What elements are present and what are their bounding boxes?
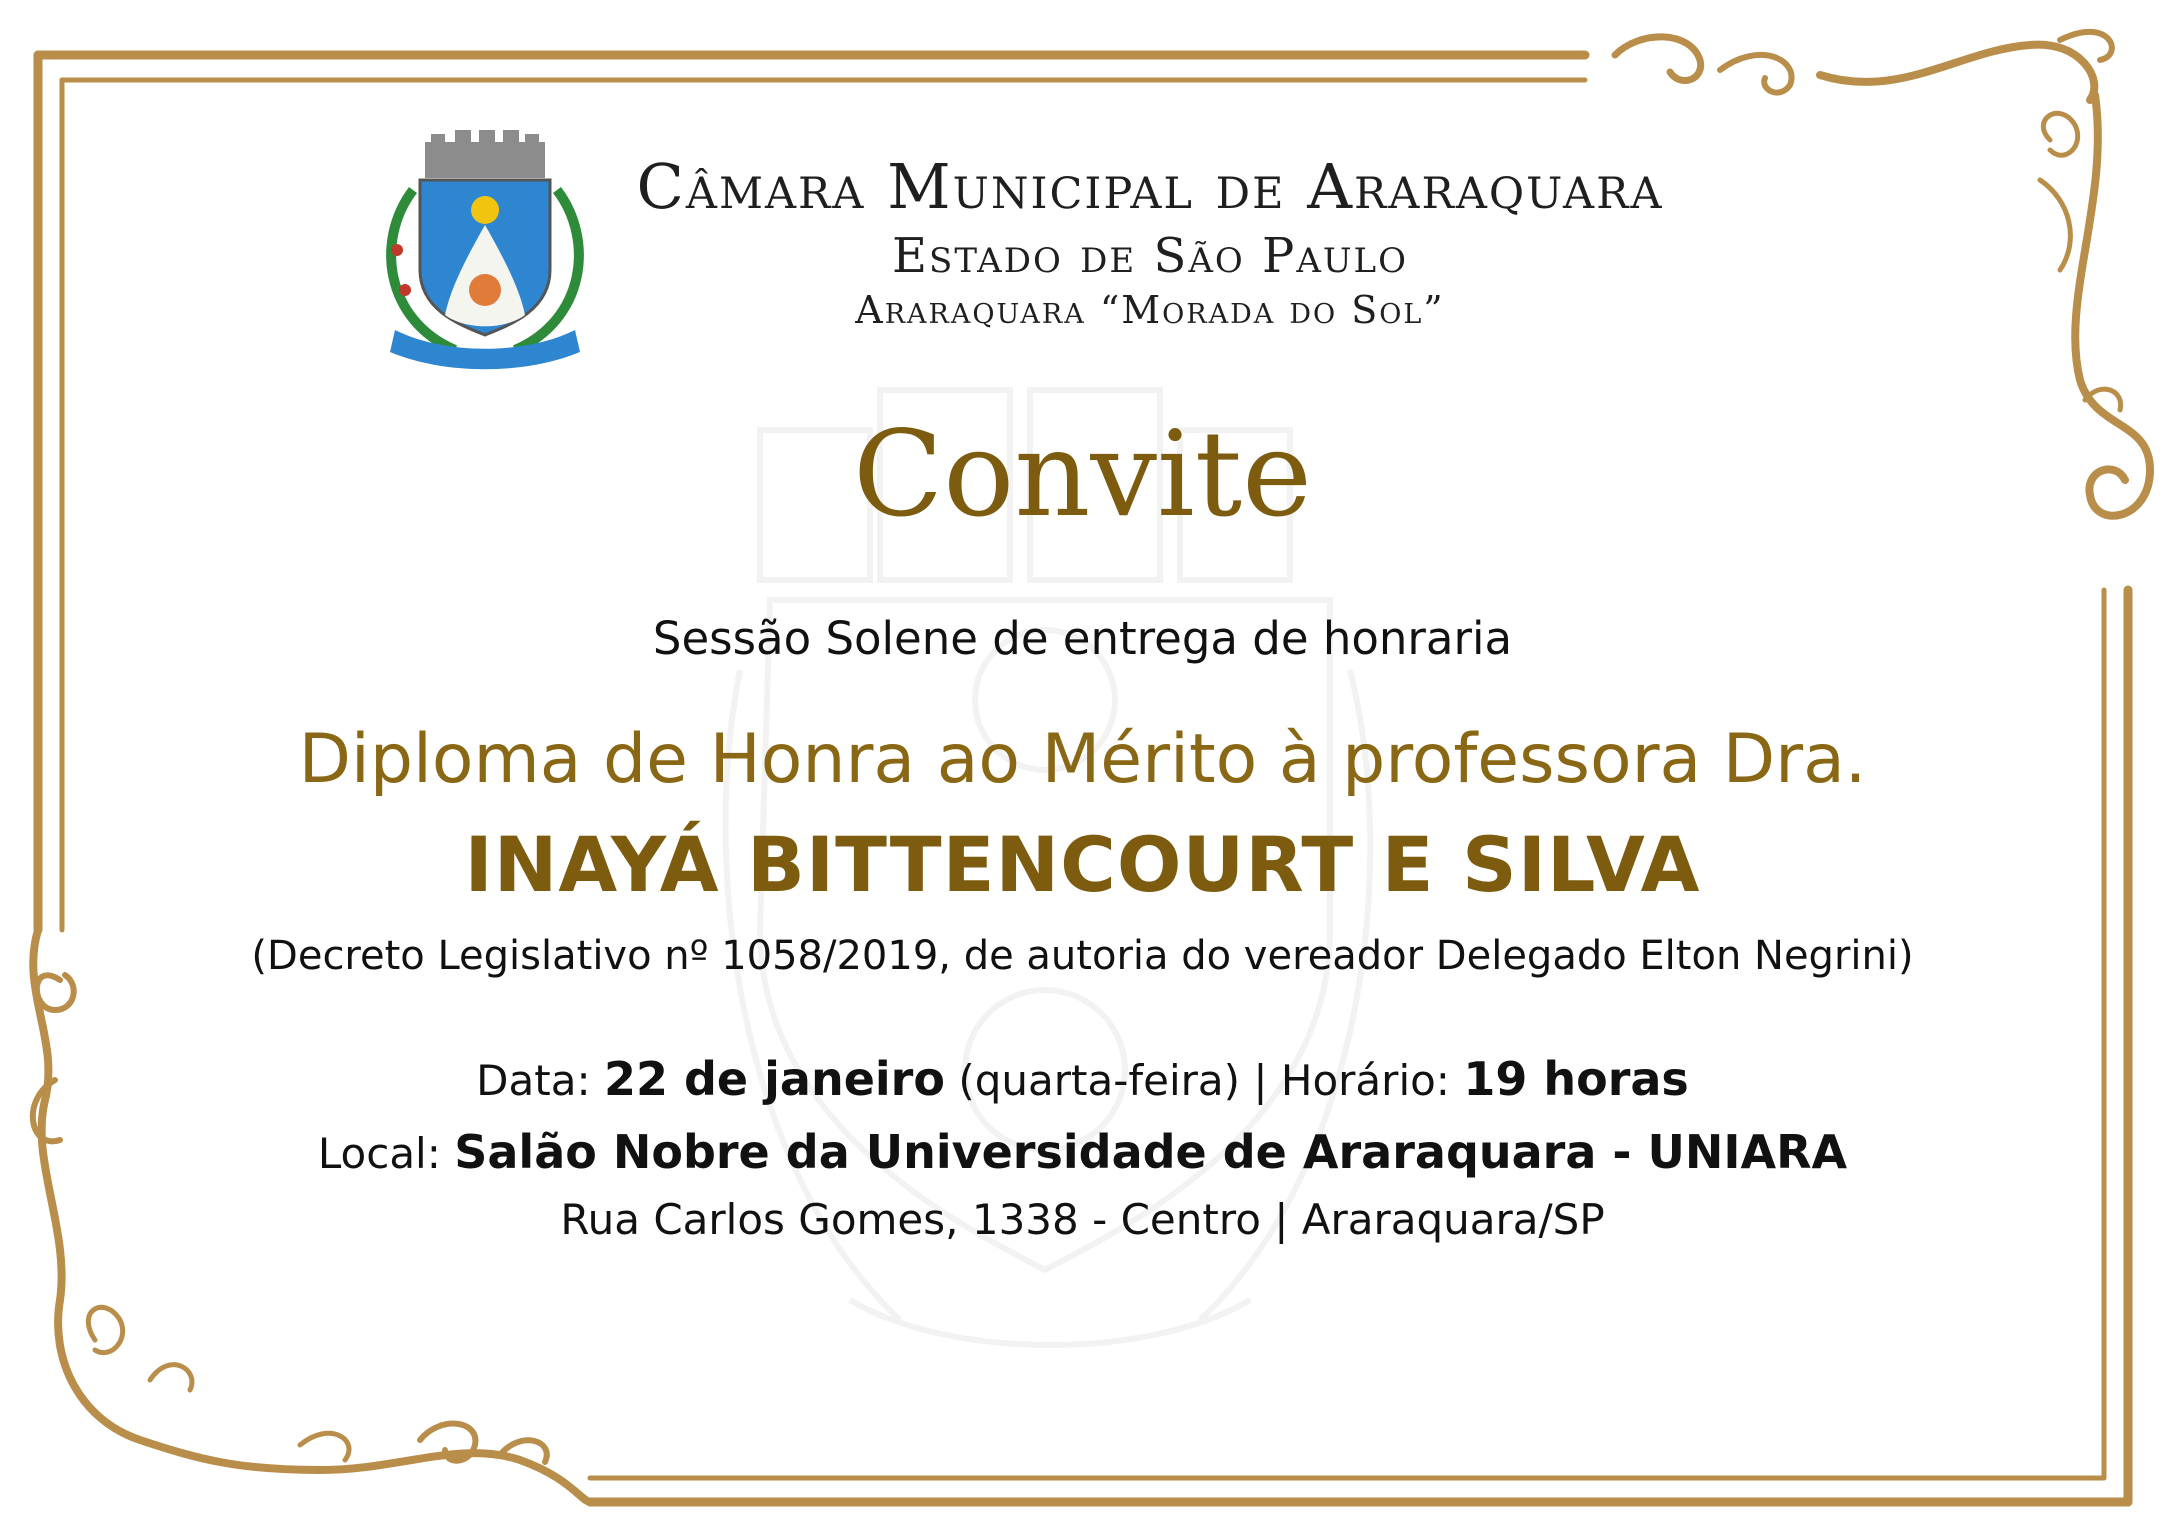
invitation-title: Convite	[853, 405, 1312, 543]
time-label: Horário:	[1280, 1056, 1450, 1105]
decree-reference: (Decreto Legislativo nº 1058/2019, de autoria do vereador Delegado Elton Negrini)	[251, 933, 1914, 979]
venue-label: Local:	[317, 1129, 441, 1178]
city-motto: Araraquara “Morada do Sol”	[855, 288, 1445, 332]
date-time-line	[0, 1052, 2165, 1106]
date-value: 22 de janeiro	[603, 1052, 945, 1106]
date-label: Data:	[476, 1056, 591, 1105]
venue-line	[0, 1125, 2165, 1179]
coat-of-arms-icon	[375, 130, 595, 370]
honor-description: Diploma de Honra ao Mérito à professora Dra.	[298, 720, 1867, 799]
institution-name: Câmara Municipal de Araraquara	[636, 150, 1664, 223]
address: Rua Carlos Gomes, 1338 - Centro | Araraquara/SP	[560, 1195, 1605, 1244]
weekday: (quarta-feira) |	[958, 1056, 1268, 1105]
state-name: Estado de São Paulo	[892, 228, 1408, 284]
time-value: 19 horas	[1463, 1052, 1689, 1106]
venue-value: Salão Nobre da Universidade de Araraquara - UNIARA	[454, 1125, 1848, 1179]
session-subtitle: Sessão Solene de entrega de honraria	[652, 612, 1513, 665]
honoree-name: INAYÁ BITTENCOURT E SILVA	[464, 820, 1701, 909]
